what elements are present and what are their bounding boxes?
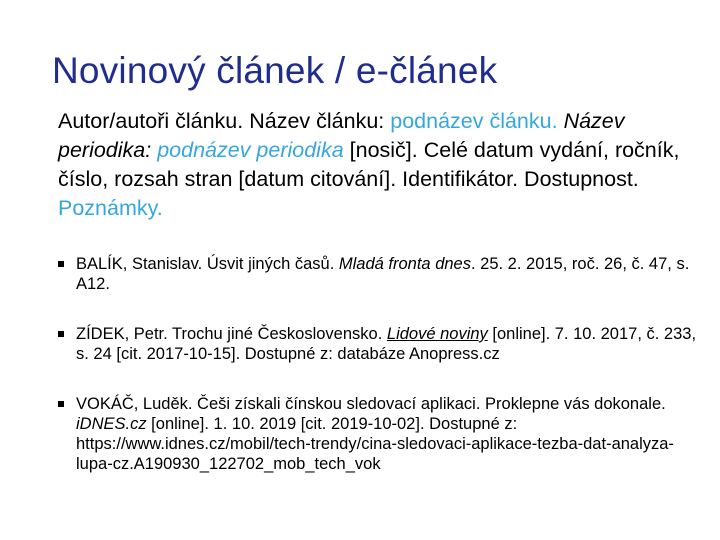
reference-periodical: Lidové noviny: [386, 325, 488, 343]
reference-periodical: Mladá fronta dnes: [338, 255, 471, 273]
reference-list: [58, 254, 698, 474]
template-periodical-subtitle: podnázev periodika: [157, 138, 344, 162]
template-part-1: Autor/autoři článku. Název článku:: [58, 109, 391, 133]
reference-periodical: iDNES.cz: [76, 415, 147, 433]
template-periodical-name: Název periodika:: [58, 109, 625, 162]
square-bullet-icon: [58, 261, 64, 267]
square-bullet-icon: [58, 401, 64, 407]
reference-details: [online]. 7. 10. 2017, č. 233, s. 24 [cit. 2017-10-15]. Dostupné z: databáze Anopress.cz: [76, 325, 697, 363]
template-subtitle-article: podnázev článku.: [390, 109, 558, 133]
reference-details: . 25. 2. 2015, roč. 26, č. 47, s. A12.: [76, 255, 690, 293]
slide-title: Novinový článek / e-článek: [52, 50, 498, 91]
citation-template: [58, 107, 698, 223]
reference-item-balik: [58, 254, 698, 294]
reference-details: [online]. 1. 10. 2019 [cit. 2019-10-02]. Dostupné z: https://www.idnes.cz/mobil/tech-trendy/cina-sledovaci-aplikace-tezba-dat-analyza-lupa-cz.A190930_122702_mob_tech_vok: [76, 415, 674, 473]
reference-text: ZÍDEK, Petr. Trochu jiné Československo.: [76, 325, 387, 343]
template-notes: Poznámky.: [58, 196, 163, 220]
reference-text: VOKÁČ, Luděk. Češi získali čínskou sledovací aplikaci. Proklepne vás dokonale.: [76, 395, 666, 413]
reference-item-zidek: [58, 324, 698, 364]
reference-item-vokac: [58, 394, 698, 474]
reference-text: BALÍK, Stanislav. Úsvit jiných časů.: [76, 255, 339, 273]
template-part-6: [nosič]. Celé datum vydání, ročník, číslo, rozsah stran [datum citování]. Identifikátor. Dostupnost.: [58, 138, 680, 191]
square-bullet-icon: [58, 331, 64, 337]
